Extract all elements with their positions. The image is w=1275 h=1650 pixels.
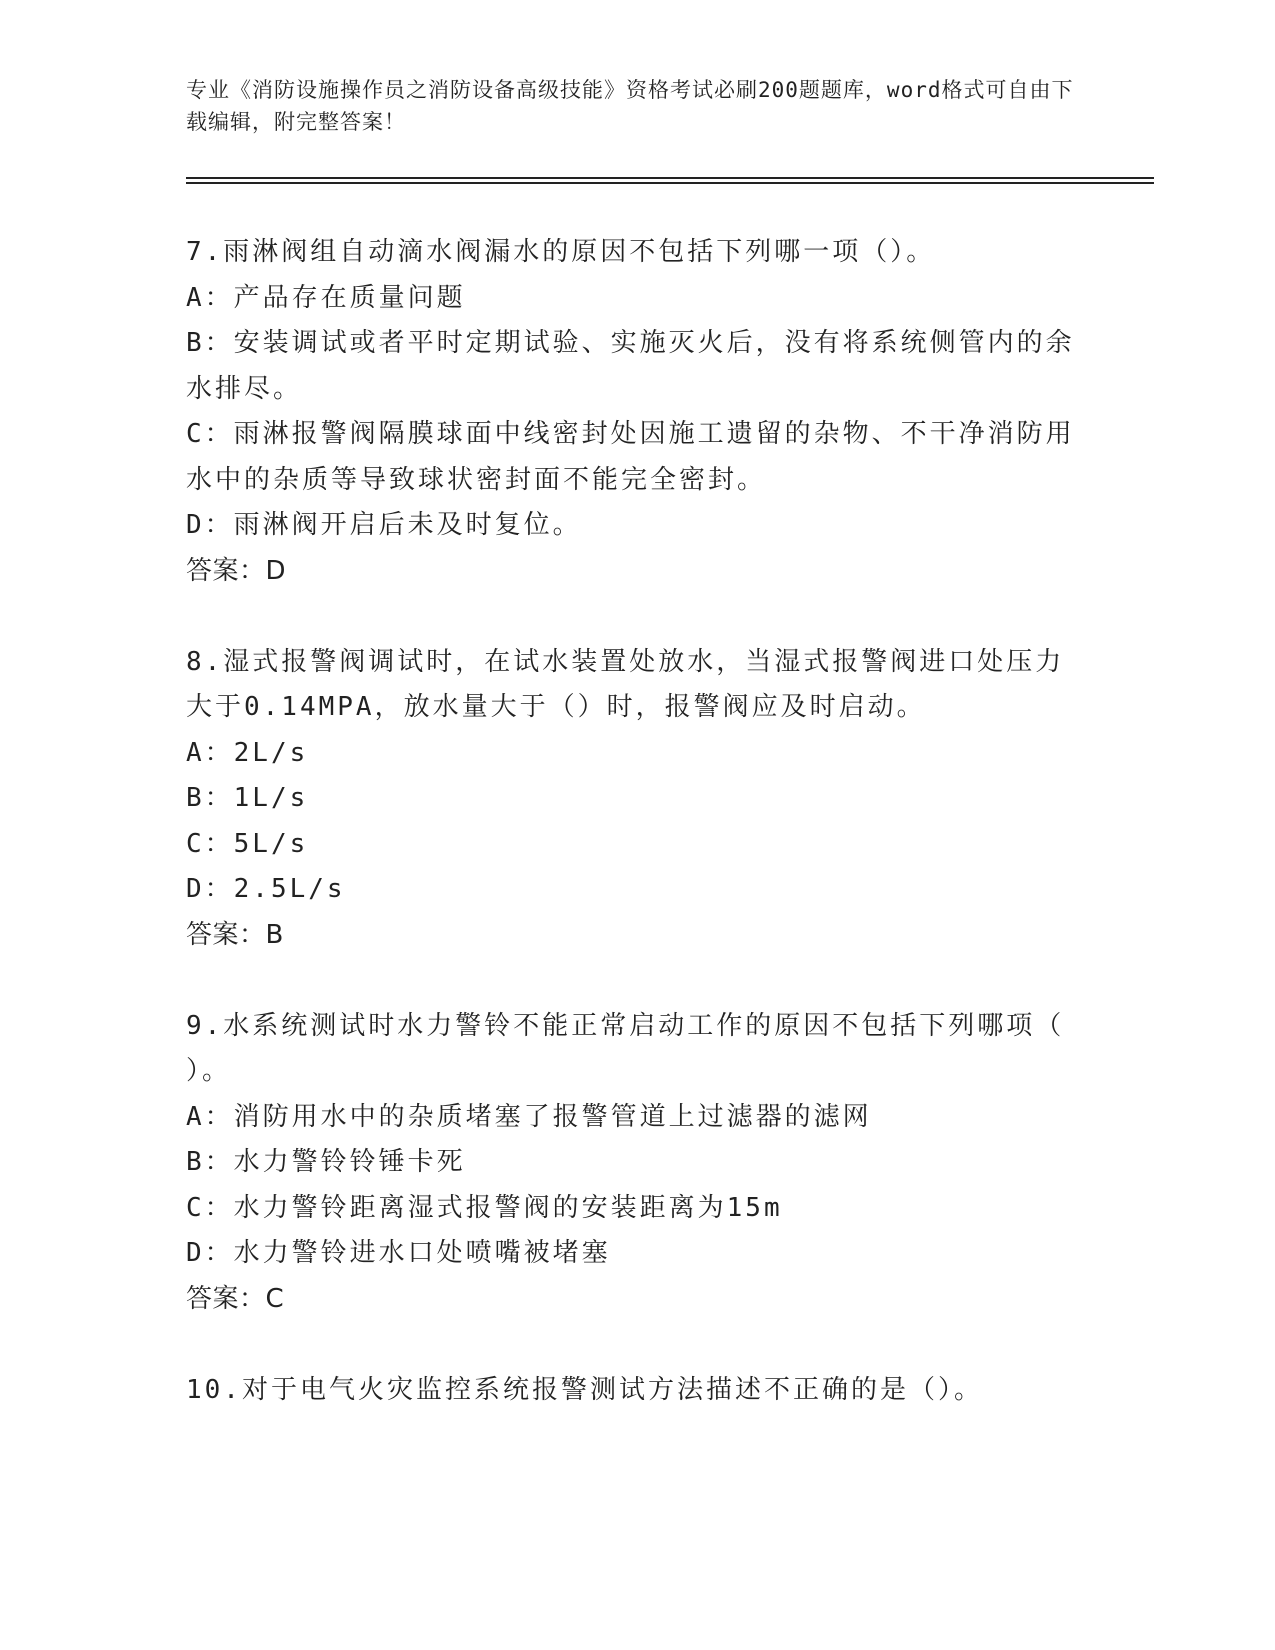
- option-d: D：2.5L/s: [186, 874, 346, 904]
- document-header: 专业《消防设施操作员之消防设备高级技能》资格考试必刷200题题库，word格式可自由下载编辑，附完整答案！: [186, 78, 1074, 134]
- question-stem: 7.雨淋阀组自动滴水阀漏水的原因不包括下列哪一项（）。: [186, 237, 936, 267]
- option-c-continued: 水中的杂质等导致球状密封面不能完全密封。: [186, 464, 767, 495]
- option-c: C：水力警铃距离湿式报警阀的安装距离为15m: [186, 1192, 783, 1223]
- question-stem: 9.水系统测试时水力警铃不能正常启动工作的原因不包括下列哪项（: [186, 1010, 1065, 1041]
- question-9: [186, 1004, 1086, 1277]
- option-b-continued: 水排尽。: [186, 373, 303, 404]
- answer-9: 答案：C: [186, 1283, 285, 1314]
- option-a: A：2L/s: [186, 737, 309, 768]
- question-10: [186, 1368, 1086, 1414]
- option-a: A：消防用水中的杂质堵塞了报警管道上过滤器的滤网: [186, 1101, 872, 1132]
- option-c: C：雨淋报警阀隔膜球面中线密封处因施工遗留的杂物、不干净消防用: [186, 419, 1075, 449]
- question-7: [186, 230, 1086, 549]
- header-divider-bottom: [186, 182, 1154, 184]
- option-d: D：水力警铃进水口处喷嘴被堵塞: [186, 1238, 611, 1268]
- question-list: [186, 230, 1086, 1413]
- question-stem: 8.湿式报警阀调试时，在试水装置处放水，当湿式报警阀进口处压力: [186, 646, 1065, 677]
- question-stem-continued: ）。: [186, 1056, 232, 1086]
- answer-7: 答案：D: [186, 555, 287, 586]
- answer-8: 答案：B: [186, 919, 284, 950]
- question-stem-continued: 大于0.14MPA，放水量大于（）时，报警阀应及时启动。: [186, 692, 926, 722]
- header-divider-top: [186, 177, 1154, 179]
- question-stem: 10.对于电气火灾监控系统报警测试方法描述不正确的是（）。: [186, 1374, 983, 1405]
- option-a: A：产品存在质量问题: [186, 282, 466, 313]
- question-8: [186, 640, 1086, 913]
- option-b: B：1L/s: [186, 783, 309, 813]
- option-b: B：水力警铃铃锤卡死: [186, 1147, 466, 1177]
- option-d: D：雨淋阀开启后未及时复位。: [186, 510, 582, 540]
- option-c: C：5L/s: [186, 828, 309, 859]
- option-b: B：安装调试或者平时定期试验、实施灭火后，没有将系统侧管内的余: [186, 328, 1075, 358]
